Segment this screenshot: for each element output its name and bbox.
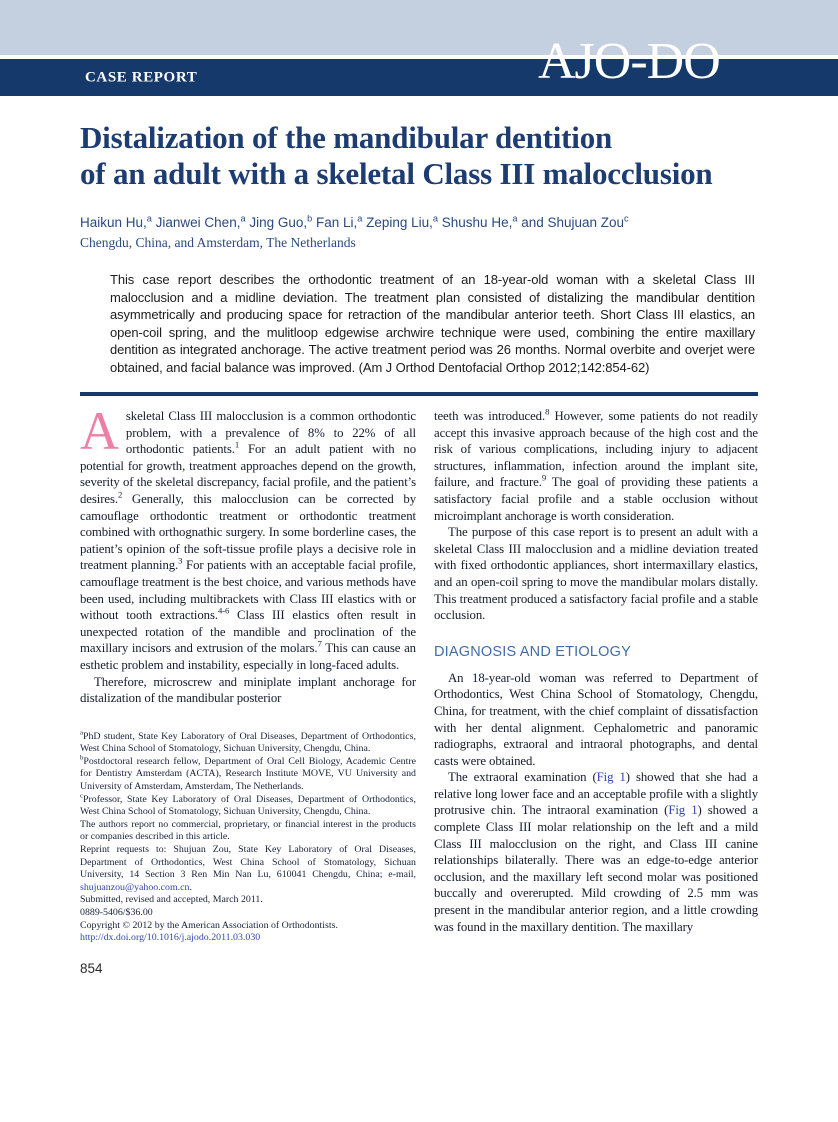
reference-superscript: 3	[178, 556, 183, 567]
journal-logo: AJO-DO	[538, 33, 720, 90]
reference-superscript: a	[80, 729, 83, 737]
reference-superscript: 4-6	[217, 605, 230, 616]
paragraph: teeth was introduced.$^8$ However, some patients do not readily accept this invasive approach because of the high cost and the risk of various complications, including injury to adjacent structures, inflammation, infection around the implant site, failure, and fracture.$^9$ The goal of providing these patients a satisfactory facial profile and a stable occlusion without microimplant anchorage is worth consideration.	[434, 406, 758, 523]
reference-superscript: a	[432, 213, 439, 224]
affiliation-line: Chengdu, China, and Amsterdam, The Netherlands	[80, 235, 356, 250]
article-content	[80, 96, 758, 976]
inline-link[interactable]: http://dx.doi.org/10.1016/j.ajodo.2011.03.030	[80, 932, 261, 944]
reference-superscript: c	[80, 792, 83, 800]
footnote: $^b$Postdoctoral research fellow, Department of Oral Cell Biology, Academic Centre for Dentistry Amsterdam (ACTA), Research Institute MOVE, VU University and University of Amsterdam, Amsterdam, The Netherlands.	[80, 754, 416, 793]
inline-link[interactable]: Fig 1	[596, 770, 626, 785]
article-title	[80, 120, 758, 192]
section-kicker: CASE REPORT	[85, 69, 198, 85]
reference-superscript: b	[307, 213, 313, 224]
reference-superscript: a	[512, 213, 518, 224]
page-number: 854	[80, 960, 103, 976]
reference-superscript: b	[80, 754, 84, 762]
reference-superscript: 9	[541, 473, 547, 484]
footnote: 0889-5406/$36.00	[80, 907, 153, 918]
divider-rule	[80, 392, 758, 396]
reference-superscript: a	[357, 213, 363, 224]
footnote: $^c$Professor, State Key Laboratory of Oral Diseases, Department of Orthodontics, West China School of Stomatology, Sichuan University, Chengdu, China.	[80, 792, 416, 818]
two-column-body	[80, 401, 758, 976]
reference-superscript: 7	[317, 639, 322, 650]
column-right	[434, 408, 758, 976]
abstract: This case report describes the orthodontic treatment of an 18-year-old woman with a skeletal Class III malocclusion and a midline deviation. The treatment plan consisted of distalizing the mandibular dentition asymmetrically and producing space for retraction of the mandibular anterior teeth. Short Class III elastics, an open-coil spring, and the mulitloop edgewise archwire technique were used, combining the entire maxillary dentition as integrated anchorage. The active treatment period was 26 months. Normal overbite and overjet were obtained, and facial balance was improved. (Am J Orthod Dentofacial Orthop 2012;142:854-62)	[110, 272, 755, 375]
footnote: Reprint requests to: Shujuan Zou, State Key Laboratory of Oral Diseases, Department of Orthodontics, West China School of Stomatology, Sichuan University, 14 Section 3 Ren Min Nan Lu, 610041 Chengdu, China; e-mail, shujuanzou@yahoo.com.cn.	[80, 844, 416, 893]
paragraph-opening	[80, 401, 416, 674]
paragraph: The extraoral examination (Fig 1) showed that she had a relative long lower face and an acceptable profile with a slightly protrusive chin. The intraoral examination (Fig 1) showed a complete Class III molar relationship on the left and a mild Class III malocclusion on the right, and Class III canine relationships bilaterally. There was an edge-to-edge anterior occlusion, and the maxillary left second molar was positioned buccally and overerupted. Mild crowding of 2.5 mm was present in the mandibular anterior region, and a little crowding was found in the maxillary dentition. The maxillary	[434, 770, 758, 934]
author-list: Haikun Hu,$^a$ Jianwei Chen,$^a$ Jing Guo,$^b$ Fan Li,$^a$ Zeping Liu,$^a$ Shushu He,$^a$ and Shujuan Zou$^c$	[80, 213, 629, 230]
article-title-line2: of an adult with a skeletal Class III malocclusion	[80, 156, 713, 191]
footnote: Copyright © 2012 by the American Association of Orthodontists.	[80, 919, 338, 931]
inline-link[interactable]: Fig 1	[668, 803, 698, 818]
footnote	[80, 932, 416, 945]
paragraph: Therefore, microscrew and miniplate implant anchorage for distalization of the mandibular posterior	[80, 674, 416, 706]
reference-superscript: a	[146, 213, 152, 224]
footnote: The authors report no commercial, proprietary, or financial interest in the products or companies described in this article.	[80, 818, 416, 843]
inline-link[interactable]: shujuanzou@yahoo.com.cn	[80, 881, 190, 893]
footnotes-block	[80, 731, 416, 945]
reference-superscript: 1	[234, 439, 240, 450]
reference-superscript: a	[240, 213, 246, 224]
reference-superscript: c	[624, 213, 629, 224]
paragraph: The purpose of this case report is to present an adult with a skeletal Class III malocclusion and a midline deviation treated with fixed orthodontic appliances, short intermaxillary elastics, and an open-coil spring to move the mandibular molars distally. This treatment produced a satisfactory facial profile and a stable occlusion.	[434, 525, 758, 623]
column-left	[80, 401, 416, 976]
drop-cap: A	[80, 401, 119, 461]
paragraph: An 18-year-old woman was referred to Department of Orthodontics, West China School of Stomatology, Chengdu, China, for treatment, with the chief complaint of dissatisfaction with her dental alignment. Cephalometric and panoramic radiographs, extraoral and intraoral photographs, and dental casts were obtained.	[434, 670, 758, 768]
footnote: $^a$PhD student, State Key Laboratory of Oral Diseases, Department of Orthodontics, West China School of Stomatology, Sichuan University, Chengdu, China.	[80, 729, 416, 755]
paragraph-opening-text: skeletal Class III malocclusion is a common orthodontic problem, with a prevalence of 8% to 22% of all orthodontic patients.$^1$ For an adult patient with no potential for growth, treatment approaches depend on the growth, severity of the skeletal discrepancy, facial profile, and the patient’s desires.$^2$ Generally, this malocclusion can be corrected by camouflage orthodontic treatment or orthodontic treatment combined with orthognathic surgery. In some borderline cases, the patient’s opinion of the soft-tissue profile plays a decisive role in treatment planning.$^3$ For patients with an acceptable facial profile, camouflage treatment is the best choice, and various methods have been used, including multibrackets with Class III elastics with or without tooth extractions.$^{4-6}$ Class III elastics often result in unexpected rotation of the mandible and proclination of the maxillary incisors and extrusion of the molars.$^7$ This can cause an esthetic problem and instability, especially in long-faced adults.	[80, 409, 416, 672]
section-heading-diagnosis: DIAGNOSIS AND ETIOLOGY	[434, 643, 631, 660]
footnote: Submitted, revised and accepted, March 2011.	[80, 894, 263, 906]
reference-superscript: 8	[545, 406, 550, 417]
reference-superscript: 2	[117, 489, 123, 500]
article-title-line1: Distalization of the mandibular dentition	[80, 120, 613, 155]
